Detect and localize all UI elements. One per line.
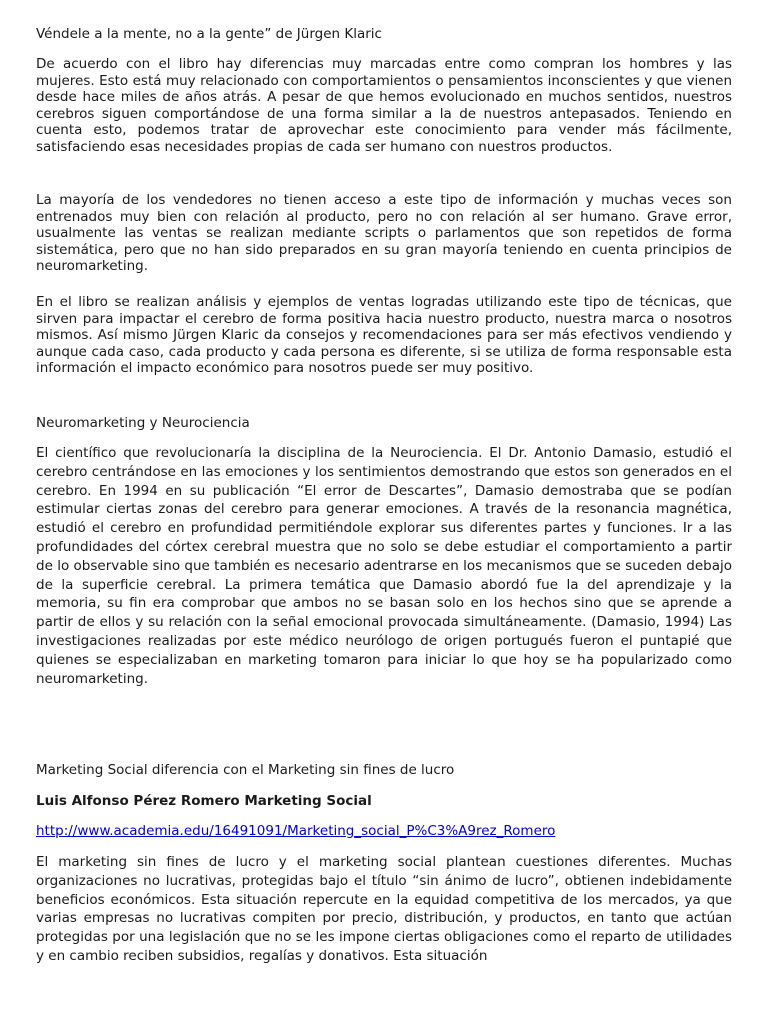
paragraph-book-analysis: En el libro se realizan análisis y ejemplos de ventas logradas utilizando este tipo de técnicas, que sirven para impactar el cerebro de forma positiva hacia nuestro producto, nuestra marca o nosotros mismos. Así mismo Jürgen Klaric da consejos y recomendaciones para ser más efectivos vendiendo y aunque cada caso, cada producto y cada persona es diferente, si se utiliza de forma responsable esta información el impacto económico para nosotros puede ser muy positivo. xyxy=(36,294,732,376)
paragraph-damasio: El científico que revolucionaría la disciplina de la Neurociencia. El Dr. Antonio Damasio, estudió el cerebro centrándose en las emociones y los sentimientos demostrando que estos son generados en el cerebro. En 1994 en su publicación “El error de Descartes”, Damasio demostraba que se podían estimular ciertas zonas del cerebro para generar emociones. A través de la resonancia magnética, estudió el cerebro en profundidad permitiéndole explorar sus diferentes partes y funciones. Ir a las profundidades del córtex cerebral muestra que no solo se debe estudiar el comportamiento a partir de lo observable sino que también es necesario adentrarse en los mecanismos que se suceden debajo de la superficie cerebral. La primera temática que Damasio abordó fue la del aprendizaje y la memoria, su fin era comprobar que ambos no se basan solo en los hechos sino que se aprende a partir de ellos y su relación con la señal emocional provocada simultáneamente. (Damasio, 1994) Las investigaciones realizadas por este médico neurólogo de origen portugués fueron el puntapié que quienes se especializaban en marketing tomaron para iniciar lo que hoy se ha popularizado como neuromarketing. xyxy=(36,445,732,687)
heading-neuromarketing: Neuromarketing y Neurociencia xyxy=(36,415,250,431)
paragraph-gender-differences: De acuerdo con el libro hay diferencias muy marcadas entre como compran los hombres y las mujeres. Esto está muy relacionado con comportamientos o pensamientos inconscientes y que vienen desde hace miles de años atrás. A pesar de que hemos evolucionado en muchos sentidos, nuestros cerebros siguen comportándose de una forma similar a la de nuestros antepasados. Teniendo en cuenta esto, podemos tratar de aprovechar este conocimiento para vender más fácilmente, satisfaciendo esas necesidades propias de cada ser humano con nuestros productos. xyxy=(36,56,732,155)
author-line: Luis Alfonso Pérez Romero Marketing Social xyxy=(36,793,372,809)
heading-marketing-social: Marketing Social diferencia con el Marketing sin fines de lucro xyxy=(36,762,455,778)
paragraph-salespeople: La mayoría de los vendedores no tienen acceso a este tipo de información y muchas veces son entrenados muy bien con relación al producto, pero no con relación al ser humano. Grave error, usualmente las ventas se realizan mediante scripts o parlamentos que son repetidos de forma sistemática, pero que no han sido preparados en su gran mayoría teniendo en cuenta principios de neuromarketing. xyxy=(36,192,732,274)
document-title: Véndele a la mente, no a la gente” de Jürgen Klaric xyxy=(36,26,382,42)
paragraph-non-profit: El marketing sin fines de lucro y el marketing social plantean cuestiones diferentes. Muchas organizaciones no lucrativas, protegidas bajo el título “sin ánimo de lucro”, obtienen indebidamente beneficios económicos. Esta situación repercute en la equidad competitiva de los mercados, ya que varias empresas no lucrativas compiten por precio, distribución, y productos, en tanto que actúan protegidas por una legislación que no se les impone ciertas obligaciones como el reparto de utilidades y en cambio reciben subsidios, regalías y donativos. Esta situación xyxy=(36,854,732,964)
academia-link[interactable]: http://www.academia.edu/16491091/Marketing_social_P%C3%A9rez_Romero xyxy=(36,823,556,839)
